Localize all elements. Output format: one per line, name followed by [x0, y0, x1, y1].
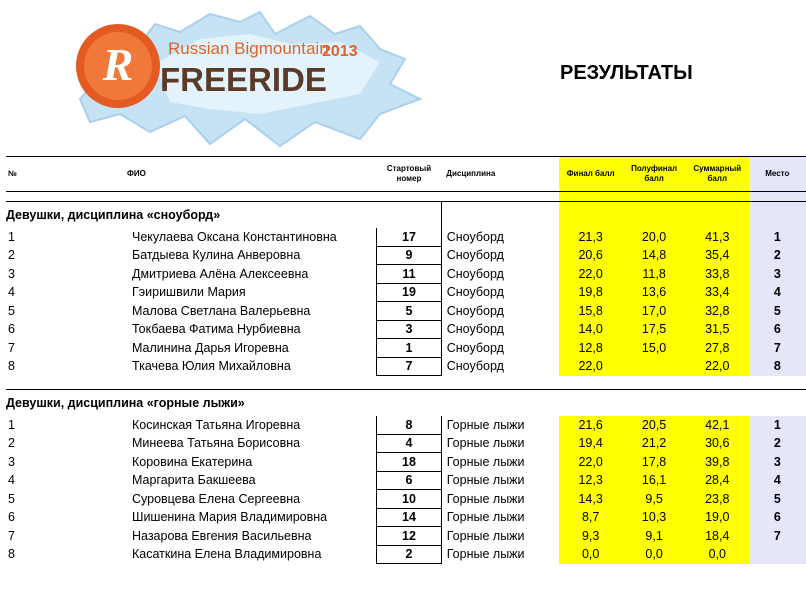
cell-place: 5 — [749, 490, 806, 509]
cell-num: 4 — [8, 473, 15, 488]
cell-bib: 19 — [377, 283, 442, 302]
cell-semifinal: 17,8 — [622, 453, 686, 472]
cell-num: 7 — [8, 528, 15, 543]
cell-total: 31,5 — [686, 320, 749, 339]
cell-total: 35,4 — [686, 246, 749, 265]
cell-name: Суровцева Елена Сергеевна — [131, 491, 301, 506]
cell-num: 8 — [8, 359, 15, 374]
cell-discipline: Сноуборд — [446, 359, 504, 374]
cell-semifinal: 20,5 — [622, 416, 686, 434]
cell-semifinal — [622, 357, 686, 376]
table-row — [6, 453, 806, 472]
cell-place: 4 — [749, 471, 806, 490]
cell-total: 30,6 — [686, 434, 749, 453]
cell-total: 39,8 — [686, 453, 749, 472]
table-row — [6, 320, 806, 339]
cell-discipline: Сноуборд — [446, 285, 504, 300]
cell-final: 22,0 — [559, 357, 622, 376]
cell-num: 1 — [8, 230, 15, 244]
cell-place: 3 — [749, 453, 806, 472]
cell-bib: 14 — [377, 508, 442, 527]
cell-semifinal: 14,8 — [622, 246, 686, 265]
cell-discipline: Сноуборд — [446, 230, 504, 244]
cell-name: Батдыева Кулина Анверовна — [131, 248, 301, 263]
cell-place: 3 — [749, 265, 806, 284]
table-header — [6, 157, 806, 192]
table-row — [6, 339, 806, 358]
cell-bib: 8 — [377, 416, 442, 434]
table-row — [6, 416, 806, 434]
table-row — [6, 228, 806, 246]
cell-num: 1 — [8, 418, 15, 432]
cell-name: Ткачева Юлия Михайловна — [131, 359, 291, 374]
table-row — [6, 527, 806, 546]
cell-discipline: Горные лыжи — [446, 436, 525, 451]
cell-place: 7 — [749, 527, 806, 546]
table-row — [6, 357, 806, 376]
cell-semifinal: 21,2 — [622, 434, 686, 453]
cell-final: 9,3 — [559, 527, 622, 546]
spacer-row — [6, 192, 806, 202]
cell-place: 1 — [749, 228, 806, 246]
results-table — [6, 156, 806, 564]
cell-bib: 7 — [377, 357, 442, 376]
table-row — [6, 545, 806, 564]
spacer-row — [6, 376, 806, 390]
cell-total: 27,8 — [686, 339, 749, 358]
cell-place: 2 — [749, 246, 806, 265]
cell-bib: 4 — [377, 434, 442, 453]
mountain-logo-graphic — [60, 4, 440, 154]
cell-bib: 10 — [377, 490, 442, 509]
cell-num: 3 — [8, 454, 15, 469]
cell-final: 14,0 — [559, 320, 622, 339]
cell-semifinal: 13,6 — [622, 283, 686, 302]
cell-semifinal: 17,0 — [622, 302, 686, 321]
cell-semifinal: 9,5 — [622, 490, 686, 509]
cell-discipline: Горные лыжи — [446, 547, 525, 562]
cell-total: 23,8 — [686, 490, 749, 509]
table-row — [6, 283, 806, 302]
cell-discipline: Сноуборд — [446, 303, 504, 318]
group-header-row — [6, 390, 806, 417]
cell-name: Касаткина Елена Владимировна — [131, 547, 322, 562]
cell-place: 6 — [749, 508, 806, 527]
cell-total: 42,1 — [686, 416, 749, 434]
cell-total: 0,0 — [686, 545, 749, 564]
cell-place: 6 — [749, 320, 806, 339]
table-row — [6, 508, 806, 527]
cell-final: 21,6 — [559, 416, 622, 434]
cell-final: 12,8 — [559, 339, 622, 358]
cell-total: 18,4 — [686, 527, 749, 546]
cell-bib: 2 — [377, 545, 442, 564]
cell-place: 4 — [749, 283, 806, 302]
cell-bib: 11 — [377, 265, 442, 284]
cell-place: 5 — [749, 302, 806, 321]
cell-total: 19,0 — [686, 508, 749, 527]
cell-total: 32,8 — [686, 302, 749, 321]
header-bib: Стартовый номер — [377, 157, 442, 192]
logo-line2: FREERIDE — [160, 61, 327, 98]
cell-discipline: Горные лыжи — [446, 473, 525, 488]
cell-semifinal: 0,0 — [622, 545, 686, 564]
cell-bib: 18 — [377, 453, 442, 472]
cell-bib: 5 — [377, 302, 442, 321]
cell-name: Косинская Татьяна Игоревна — [131, 418, 301, 432]
cell-place: 2 — [749, 434, 806, 453]
cell-discipline: Горные лыжи — [446, 528, 525, 543]
cell-final: 14,3 — [559, 490, 622, 509]
cell-semifinal: 15,0 — [622, 339, 686, 358]
table-row — [6, 434, 806, 453]
table-row — [6, 265, 806, 284]
cell-bib: 6 — [377, 471, 442, 490]
event-logo — [60, 4, 440, 154]
cell-name: Назарова Евгения Васильевна — [131, 528, 312, 543]
table-row — [6, 302, 806, 321]
cell-bib: 9 — [377, 246, 442, 265]
logo-badge-letter: R — [102, 39, 134, 90]
header-total: Суммарный балл — [686, 157, 749, 192]
cell-place: 1 — [749, 416, 806, 434]
cell-bib: 12 — [377, 527, 442, 546]
header-num: № — [6, 157, 67, 192]
cell-final: 22,0 — [559, 265, 622, 284]
cell-name: Шишенина Мария Владимировна — [131, 510, 328, 525]
cell-total: 33,8 — [686, 265, 749, 284]
cell-semifinal: 11,8 — [622, 265, 686, 284]
cell-final: 22,0 — [559, 453, 622, 472]
cell-name: Дмитриева Алёна Алексеевна — [131, 266, 309, 281]
cell-discipline: Горные лыжи — [446, 454, 525, 469]
cell-place: 7 — [749, 339, 806, 358]
cell-semifinal: 20,0 — [622, 228, 686, 246]
cell-num: 6 — [8, 322, 15, 337]
cell-discipline: Сноуборд — [446, 248, 504, 263]
cell-discipline: Горные лыжи — [446, 491, 525, 506]
cell-total: 41,3 — [686, 228, 749, 246]
table-row — [6, 246, 806, 265]
cell-total: 28,4 — [686, 471, 749, 490]
cell-num: 2 — [8, 248, 15, 263]
cell-name: Минеева Татьяна Борисовна — [131, 436, 301, 451]
cell-semifinal: 9,1 — [622, 527, 686, 546]
page-title: РЕЗУЛЬТАТЫ — [560, 62, 693, 84]
cell-semifinal: 16,1 — [622, 471, 686, 490]
cell-semifinal: 17,5 — [622, 320, 686, 339]
header-semifinal: Полуфинал балл — [622, 157, 686, 192]
cell-bib: 3 — [377, 320, 442, 339]
cell-num: 4 — [8, 285, 15, 300]
cell-semifinal: 10,3 — [622, 508, 686, 527]
cell-discipline: Горные лыжи — [446, 418, 525, 432]
cell-final: 8,7 — [559, 508, 622, 527]
header-place: Место — [749, 157, 806, 192]
cell-num: 5 — [8, 491, 15, 506]
cell-num: 5 — [8, 303, 15, 318]
cell-name: Маргарита Бакшеева — [131, 473, 256, 488]
logo-year: 2013 — [322, 43, 358, 60]
table-row — [6, 490, 806, 509]
header-name: ФИО — [67, 157, 377, 192]
cell-num: 3 — [8, 266, 15, 281]
cell-bib: 17 — [377, 228, 442, 246]
cell-name: Малова Светлана Валерьевна — [131, 303, 311, 318]
cell-bib: 1 — [377, 339, 442, 358]
cell-discipline: Сноуборд — [446, 322, 504, 337]
cell-num: 7 — [8, 340, 15, 355]
cell-name: Токбаева Фатима Нурбиевна — [131, 322, 301, 337]
cell-final: 12,3 — [559, 471, 622, 490]
cell-num: 2 — [8, 436, 15, 451]
cell-total: 33,4 — [686, 283, 749, 302]
header-final: Финал балл — [559, 157, 622, 192]
cell-name: Малинина Дарья Игоревна — [131, 340, 289, 355]
cell-place — [749, 545, 806, 564]
cell-place: 8 — [749, 357, 806, 376]
group-title: Девушки, дисциплина «горные лыжи» — [6, 390, 441, 417]
cell-final: 15,8 — [559, 302, 622, 321]
header-discipline: Дисциплина — [441, 157, 559, 192]
cell-discipline: Сноуборд — [446, 266, 504, 281]
cell-final: 20,6 — [559, 246, 622, 265]
cell-final: 19,4 — [559, 434, 622, 453]
cell-name: Гэиришвили Мария — [131, 285, 246, 300]
cell-final: 19,8 — [559, 283, 622, 302]
cell-name: Коровина Екатерина — [131, 454, 253, 469]
cell-name: Чекулаева Оксана Константиновна — [131, 230, 337, 244]
logo-line1: Russian Bigmountain — [168, 39, 329, 58]
cell-num: 8 — [8, 547, 15, 562]
cell-total: 22,0 — [686, 357, 749, 376]
cell-discipline: Сноуборд — [446, 340, 504, 355]
cell-final: 0,0 — [559, 545, 622, 564]
group-title: Девушки, дисциплина «сноуборд» — [6, 202, 441, 229]
cell-num: 6 — [8, 510, 15, 525]
table-row — [6, 471, 806, 490]
cell-final: 21,3 — [559, 228, 622, 246]
cell-discipline: Горные лыжи — [446, 510, 525, 525]
group-header-row — [6, 202, 806, 229]
